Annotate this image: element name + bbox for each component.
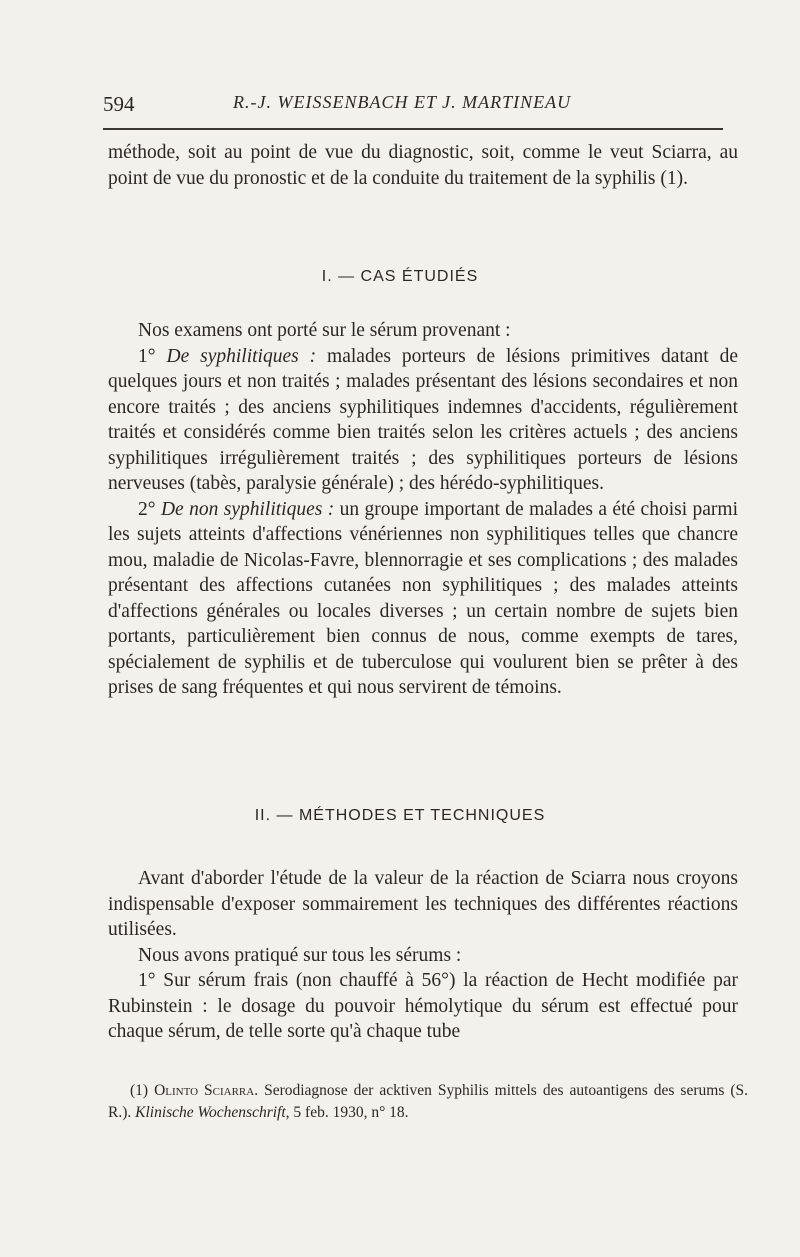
- footnote-marker: (1): [130, 1082, 149, 1099]
- item-1-number: 1°: [138, 345, 156, 367]
- item-syphilitiques: [108, 344, 738, 497]
- footnote-author: Olinto Sciarra.: [154, 1082, 259, 1099]
- footnote: [108, 1080, 748, 1124]
- section-2-body: [108, 866, 738, 1045]
- item-2-text: un groupe important de malades a été choisi parmi les sujets atteints d'affections vénériennes non syphilitiques telles que chancre mou, maladie de Nicolas-Favre, blennorragie et ses complications ; des malades présentant des affections cutanées non syphilitiques ; des malades atteints d'affections générales ou locales diverses ; un certain nombre de sujets bien portants, particulièrement bien connus de nous, comme exempts de tares, spécialement de syphilis et de tuberculose qui voulurent bien se prêter à des prises de sang fréquentes et qui nous servirent de témoins.: [108, 498, 739, 698]
- item-1-label: De syphilitiques :: [166, 345, 317, 367]
- section-2-p1: Avant d'aborder l'étude de la valeur de la réaction de Sciarra nous croyons indispensable d'exposer sommairement les techniques des différentes réactions utilisées.: [108, 868, 738, 940]
- header-rule: [103, 128, 723, 130]
- section-2-heading: II. — MÉTHODES ET TECHNIQUES: [254, 807, 546, 824]
- section-1-body: [108, 318, 738, 701]
- item-1-text: malades porteurs de lésions primitives datant de quelques jours et non traités ; malades présentant des lésions secondaires et non encore traités ; des anciens syphilitiques indemnes d'accidents, régulièrement traités et considérés comme bien traités selon les critères actuels ; des anciens syphilitiques irrégulièrement traités ; des syphilitiques porteurs de lésions nerveuses (tabès, paralysie générale) ; des hérédo-syphilitiques.: [108, 345, 739, 494]
- page-header: [103, 92, 723, 120]
- page-number: 594: [103, 92, 135, 116]
- intro-text: méthode, soit au point de vue du diagnostic, soit, comme le veut Sciarra, au point de vue du pronostic et de la conduite du traitement de la syphilis (1).: [108, 142, 738, 189]
- section-1-heading: I. — CAS ÉTUDIÉS: [321, 268, 479, 285]
- footnote-title: Serodiagnose der acktiven Syphilis mittels des autoantigens des serums (S. R.).: [108, 1082, 748, 1121]
- intro-paragraph: [108, 140, 738, 191]
- section-2-p3: 1° Sur sérum frais (non chauffé à 56°) la réaction de Hecht modifiée par Rubinstein : le dosage du pouvoir hémolytique du sérum est effectué pour chaque sérum, de telle sorte qu'à chaque tube: [108, 970, 738, 1042]
- section-2-p2: Nous avons pratiqué sur tous les sérums :: [138, 944, 462, 966]
- item-2-number: 2°: [138, 498, 156, 520]
- item-non-syphilitiques: [108, 497, 738, 701]
- footnote-journal: Klinische Wochenschrift,: [135, 1104, 290, 1121]
- section-1-intro: Nos examens ont porté sur le sérum provenant :: [138, 320, 511, 341]
- item-2-label: De non syphilitiques :: [160, 498, 335, 520]
- running-title: R.-J. WEISSENBACH ET J. MARTINEAU: [233, 92, 572, 112]
- footnote-ref: 5 feb. 1930, n° 18.: [293, 1104, 409, 1121]
